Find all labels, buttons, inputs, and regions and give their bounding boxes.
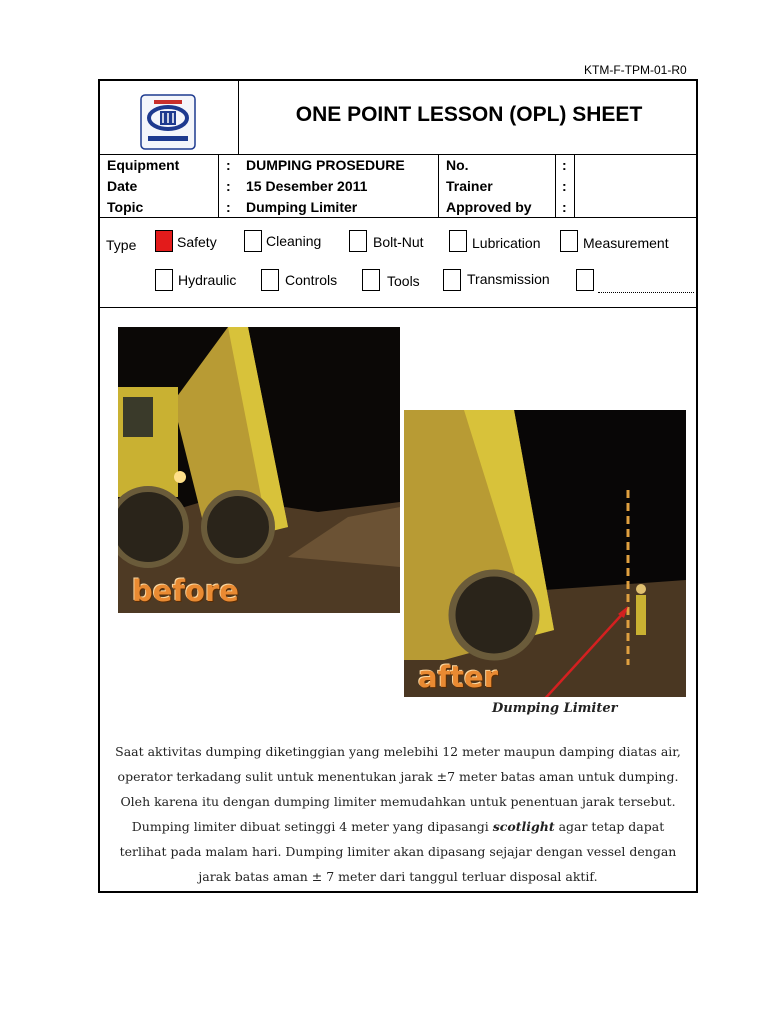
lubrication-checkbox[interactable] bbox=[449, 230, 467, 252]
other-blank-line bbox=[598, 292, 694, 293]
measurement-label: Measurement bbox=[583, 235, 669, 251]
controls-checkbox[interactable] bbox=[261, 269, 279, 291]
description-paragraph bbox=[110, 739, 686, 889]
topic-colon: : bbox=[226, 199, 231, 215]
approved-label: Approved by bbox=[446, 199, 532, 215]
equipment-value: DUMPING PROSEDURE bbox=[246, 157, 405, 173]
after-photo bbox=[404, 410, 686, 697]
transmission-checkbox[interactable] bbox=[443, 269, 461, 291]
company-logo bbox=[140, 94, 196, 150]
transmission-label: Transmission bbox=[467, 271, 550, 287]
after-caption: after bbox=[418, 660, 499, 694]
opl-sheet bbox=[98, 79, 698, 893]
no-colon: : bbox=[562, 157, 567, 173]
hydraulic-checkbox[interactable] bbox=[155, 269, 173, 291]
description-part-2: agar tetap dapat terlihat pada malam hari. Dumping limiter akan dipasang sejajar dengan vessel dengan jarak batas aman ± 7 meter dari tanggul terluar disposal aktif. bbox=[119, 819, 677, 884]
cleaning-checkbox[interactable] bbox=[244, 230, 262, 252]
date-colon: : bbox=[226, 178, 231, 194]
measurement-checkbox[interactable] bbox=[560, 230, 578, 252]
topic-label: Topic bbox=[107, 199, 144, 215]
cleaning-label: Cleaning bbox=[266, 233, 322, 249]
date-label: Date bbox=[107, 178, 138, 194]
sheet-title: ONE POINT LESSON (OPL) SHEET bbox=[295, 103, 643, 126]
topic-value: Dumping Limiter bbox=[246, 199, 358, 215]
date-value: 15 Desember 2011 bbox=[246, 178, 368, 194]
type-rule bbox=[100, 307, 696, 308]
description-part-1: Saat aktivitas dumping diketinggian yang melebihi 12 meter maupun damping diatas air, operator terkadang sulit untuk menentukan jarak ±7 meter batas aman untuk dumping. Oleh karena itu dengan dumping limiter memudahkan untuk penentuan jarak tersebut. Dumping limiter dibuat setinggi 4 meter yang dipasangi bbox=[115, 744, 681, 834]
document-code: KTM-F-TPM-01-R0 bbox=[584, 63, 687, 77]
equipment-colon: : bbox=[226, 157, 231, 173]
safety-label: Safety bbox=[177, 234, 217, 250]
trainer-label: Trainer bbox=[446, 178, 493, 194]
before-caption: before bbox=[132, 574, 239, 608]
other-checkbox[interactable] bbox=[576, 269, 594, 291]
trainer-colon: : bbox=[562, 178, 567, 194]
safety-checkbox[interactable] bbox=[155, 230, 173, 252]
header-divider bbox=[238, 81, 239, 154]
info-rule bbox=[100, 217, 696, 218]
description-emphasis: scotlight bbox=[492, 819, 555, 834]
controls-label: Controls bbox=[285, 272, 338, 288]
info-divider bbox=[555, 154, 556, 217]
info-divider bbox=[218, 154, 219, 217]
tools-label: Tools bbox=[387, 273, 420, 289]
tools-checkbox[interactable] bbox=[362, 269, 380, 291]
header-rule bbox=[100, 154, 696, 155]
before-photo bbox=[118, 327, 400, 613]
equipment-label: Equipment bbox=[107, 157, 180, 173]
bolt-nut-label: Bolt-Nut bbox=[373, 234, 424, 250]
dumping-limiter-label: Dumping Limiter bbox=[492, 701, 618, 716]
bolt-nut-checkbox[interactable] bbox=[349, 230, 367, 252]
no-label: No. bbox=[446, 157, 469, 173]
type-label: Type bbox=[106, 237, 137, 253]
lubrication-label: Lubrication bbox=[472, 235, 541, 251]
info-divider bbox=[438, 154, 439, 217]
approved-colon: : bbox=[562, 199, 567, 215]
info-divider bbox=[574, 154, 575, 217]
hydraulic-label: Hydraulic bbox=[178, 272, 237, 288]
